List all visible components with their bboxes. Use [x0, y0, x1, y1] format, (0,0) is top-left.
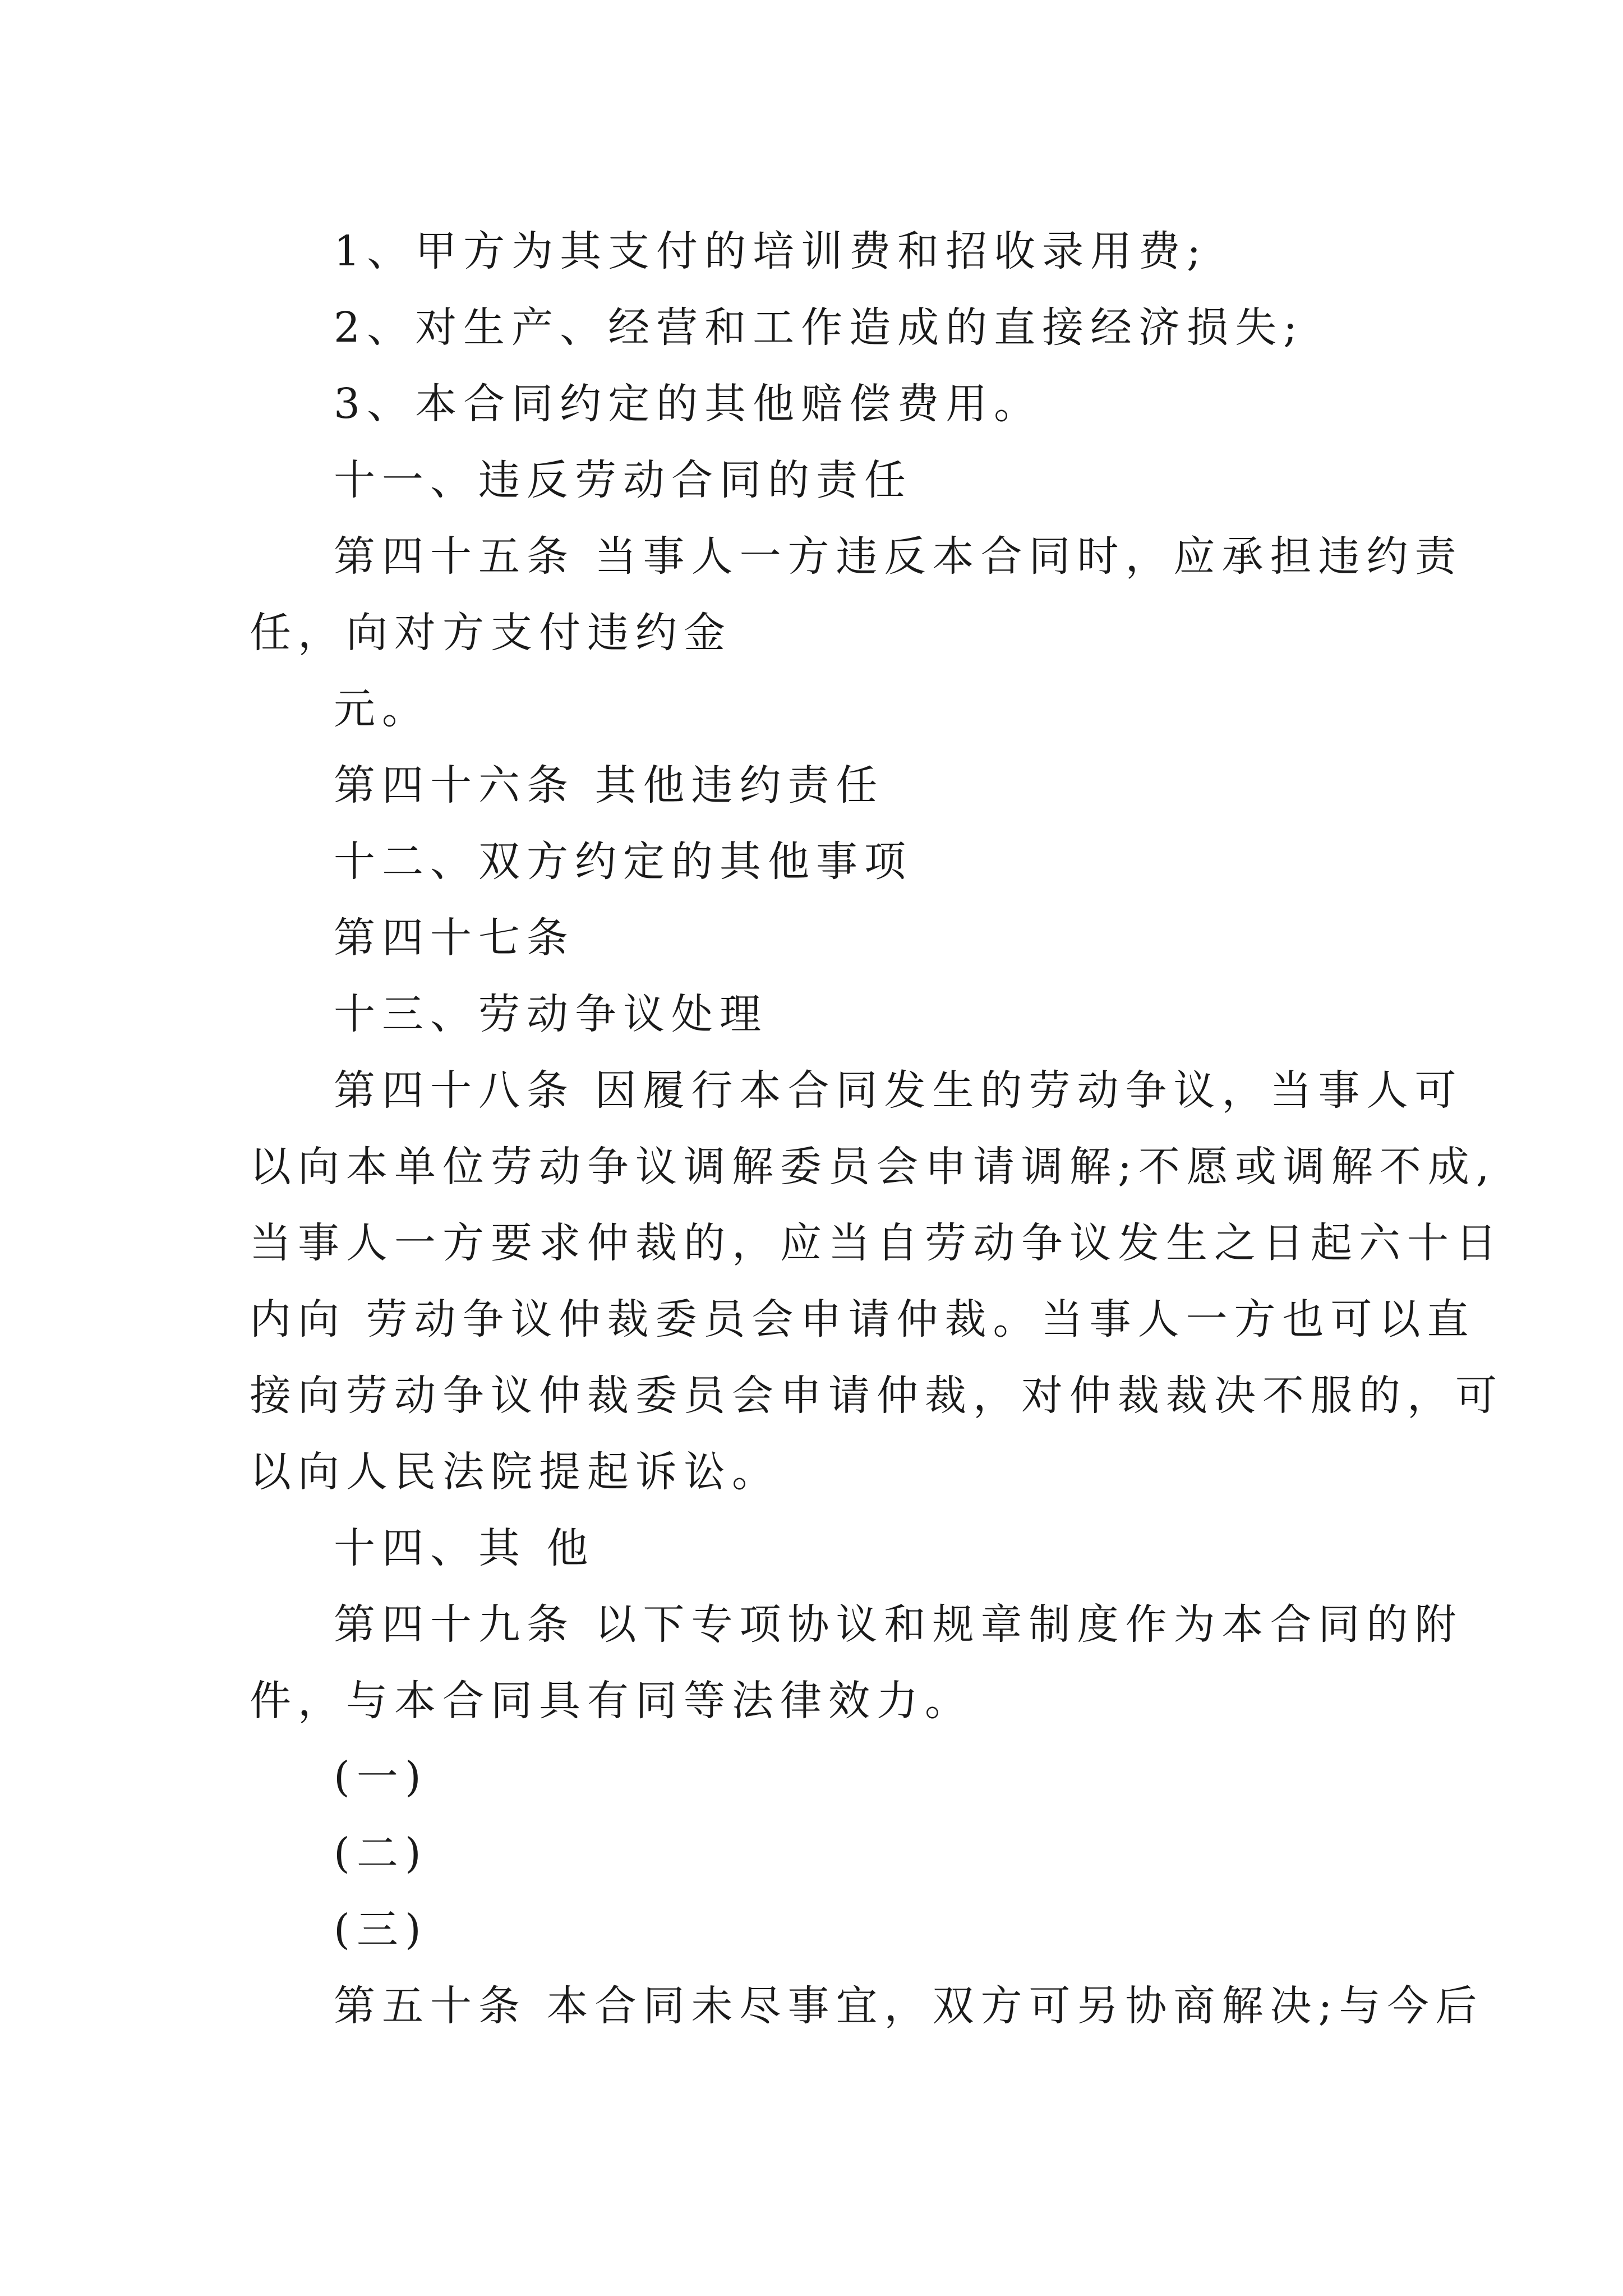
article-46: 第四十六条 其他违约责任 [334, 761, 884, 809]
item-3-other-compensation: 3、本合同约定的其他赔偿费用。 [334, 380, 1043, 428]
attachment-item-2: (二) [334, 1829, 428, 1878]
document-body [250, 213, 1504, 2044]
article-48-line-4: 内向 劳动争议仲裁委员会申请仲裁。当事人一方也可以直 [250, 1295, 1476, 1343]
article-50-line-1: 第五十条 本合同未尽事宜，双方可另协商解决;与今后 [334, 1982, 1484, 2030]
article-45-line-3: 元。 [334, 685, 430, 733]
article-48-line-3: 当事人一方要求仲裁的，应当自劳动争议发生之日起六十日 [250, 1219, 1504, 1267]
section-13-heading: 十三、劳动争议处理 [334, 990, 768, 1038]
article-48-line-5: 接向劳动争议仲裁委员会申请仲裁，对仲裁裁决不服的，可 [250, 1372, 1504, 1420]
article-45-line-2: 任，向对方支付违约金 [250, 609, 732, 657]
section-11-heading: 十一、违反劳动合同的责任 [334, 456, 912, 504]
article-48-line-6: 以向人民法院提起诉讼。 [250, 1448, 780, 1496]
article-49-line-2: 件，与本合同具有同等法律效力。 [250, 1677, 973, 1725]
article-48-line-2: 以向本单位劳动争议调解委员会申请调解;不愿或调解不成, [250, 1143, 1496, 1191]
article-47: 第四十七条 [334, 914, 575, 962]
attachment-item-1: (一) [334, 1753, 428, 1801]
article-45-line-1: 第四十五条 当事人一方违反本合同时，应承担违约责 [334, 532, 1463, 581]
article-48-line-1: 第四十八条 因履行本合同发生的劳动争议，当事人可 [334, 1066, 1463, 1115]
item-1-training-fees: 1、甲方为其支付的培训费和招收录用费; [334, 227, 1208, 275]
section-14-heading: 十四、其 他 [334, 1524, 595, 1572]
item-2-economic-loss: 2、对生产、经营和工作造成的直接经济损失; [334, 303, 1304, 352]
section-12-heading: 十二、双方约定的其他事项 [334, 838, 912, 886]
attachment-item-3: (三) [334, 1906, 428, 1954]
article-49-line-1: 第四十九条 以下专项协议和规章制度作为本合同的附 [334, 1600, 1463, 1649]
